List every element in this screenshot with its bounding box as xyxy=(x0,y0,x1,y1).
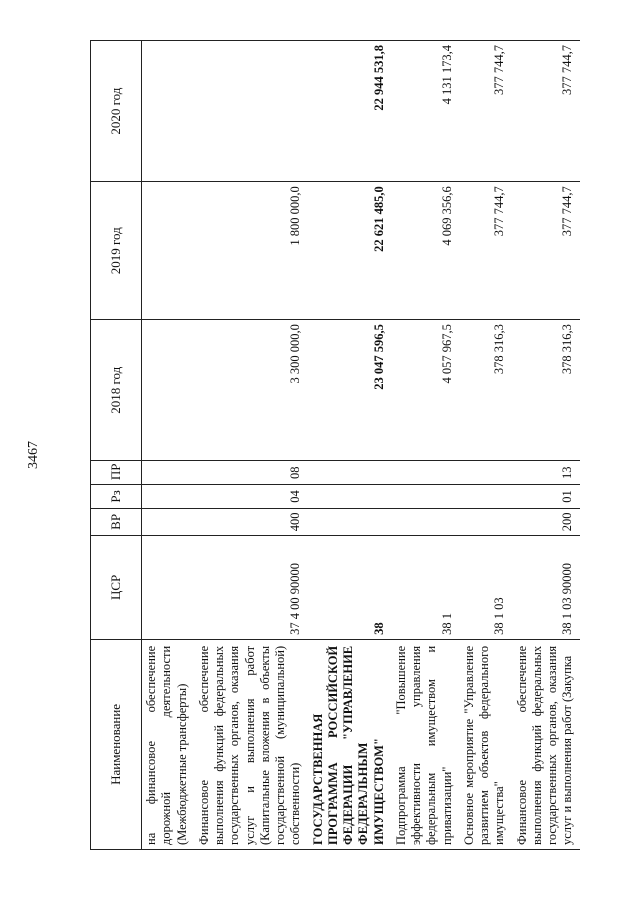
row-csr: 37 4 00 90000 xyxy=(194,535,308,639)
row-2019: 377 744,7 xyxy=(512,182,580,320)
row-2018 xyxy=(142,320,194,461)
row-name: Подпрограмма "Повышение эффективности управления федеральным имуществом и приватизации" xyxy=(391,639,459,849)
table-row xyxy=(391,41,459,850)
row-rz: 01 xyxy=(512,485,580,509)
row-name: Основное мероприятие "Управление развитием объектов федерального имущества" xyxy=(459,639,512,849)
header-rz: Рз xyxy=(91,485,142,509)
budget-table-sheet xyxy=(90,40,620,850)
header-vr: ВР xyxy=(91,508,142,535)
row-2019: 377 744,7 xyxy=(459,182,512,320)
table-row xyxy=(308,41,391,850)
row-2019: 1 800 000,0 xyxy=(194,182,308,320)
row-csr xyxy=(142,535,194,639)
row-rz xyxy=(142,485,194,509)
row-2020 xyxy=(194,41,308,182)
row-vr xyxy=(142,508,194,535)
header-2019: 2019 год xyxy=(91,182,142,320)
row-pr: 13 xyxy=(512,461,580,485)
row-pr xyxy=(391,461,459,485)
row-pr xyxy=(308,461,391,485)
row-name: Финансовое обеспечение выполнения функций федеральных государственных органов, оказания услуг и выполнения работ (Капитальные вложения в объекты государственной (муниципальной) собственности) xyxy=(194,639,308,849)
row-2018: 378 316,3 xyxy=(512,320,580,461)
header-pr: ПР xyxy=(91,461,142,485)
row-name: ГОСУДАРСТВЕННАЯ ПРОГРАММА РОССИЙСКОЙ ФЕДЕРАЦИИ "УПРАВЛЕНИЕ ФЕДЕРАЛЬНЫМ ИМУЩЕСТВОМ" xyxy=(308,639,391,849)
row-csr: 38 xyxy=(308,535,391,639)
row-csr: 38 1 03 xyxy=(459,535,512,639)
row-pr xyxy=(459,461,512,485)
row-2018: 3 300 000,0 xyxy=(194,320,308,461)
table-row xyxy=(512,41,580,850)
budget-table xyxy=(90,40,580,850)
row-name: на финансовое обеспечение дорожной деятельности (Межбюджетные трансферты) xyxy=(142,639,194,849)
row-vr xyxy=(391,508,459,535)
row-2018: 378 316,3 xyxy=(459,320,512,461)
table-row xyxy=(459,41,512,850)
row-2020: 4 131 173,4 xyxy=(391,41,459,182)
row-vr xyxy=(459,508,512,535)
row-csr: 38 1 03 90000 xyxy=(512,535,580,639)
table-row xyxy=(194,41,308,850)
row-vr: 200 xyxy=(512,508,580,535)
row-2020: 377 744,7 xyxy=(512,41,580,182)
header-csr: ЦСР xyxy=(91,535,142,639)
row-2018: 4 057 967,5 xyxy=(391,320,459,461)
row-rz xyxy=(459,485,512,509)
row-pr: 08 xyxy=(194,461,308,485)
row-2020 xyxy=(142,41,194,182)
header-2020: 2020 год xyxy=(91,41,142,182)
row-2019: 22 621 485,0 xyxy=(308,182,391,320)
row-rz xyxy=(308,485,391,509)
row-name: Финансовое обеспечение выполнения функций федеральных государственных органов, оказания услуг и выполнения работ (Закупка xyxy=(512,639,580,849)
row-2020: 22 944 531,8 xyxy=(308,41,391,182)
header-2018: 2018 год xyxy=(91,320,142,461)
row-2019 xyxy=(142,182,194,320)
row-csr: 38 1 xyxy=(391,535,459,639)
header-name: Наименование xyxy=(91,639,142,849)
row-rz xyxy=(391,485,459,509)
page-number: 3467 xyxy=(26,441,41,469)
row-2018: 23 047 596,5 xyxy=(308,320,391,461)
row-2020: 377 744,7 xyxy=(459,41,512,182)
row-vr: 400 xyxy=(194,508,308,535)
row-2019: 4 069 356,6 xyxy=(391,182,459,320)
table-header-row xyxy=(91,41,142,850)
table-row xyxy=(142,41,194,850)
row-vr xyxy=(308,508,391,535)
row-rz: 04 xyxy=(194,485,308,509)
row-pr xyxy=(142,461,194,485)
